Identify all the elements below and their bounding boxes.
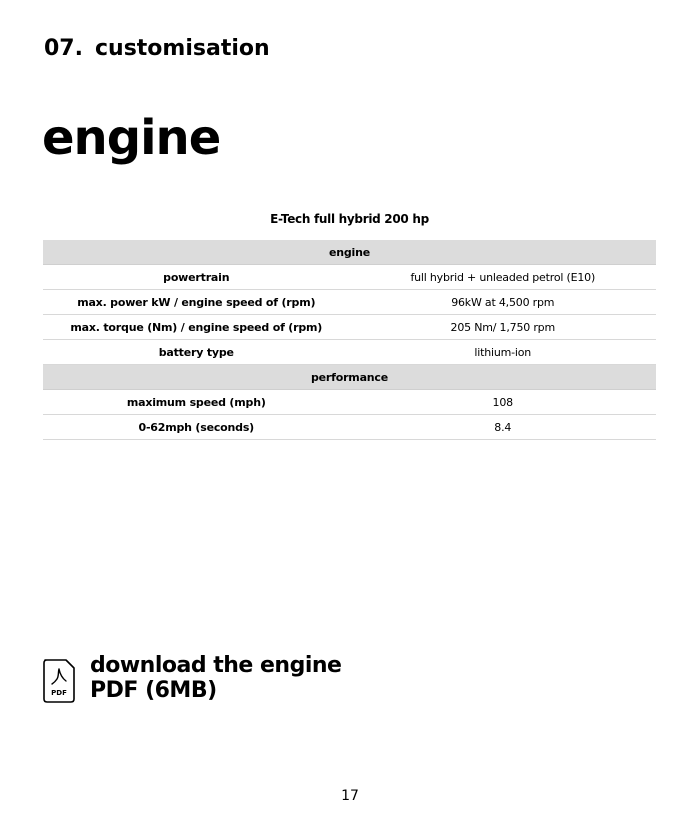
download-text — [90, 653, 341, 703]
row-label: max. torque (Nm) / engine speed of (rpm) — [43, 315, 350, 340]
row-value: 96kW at 4,500 rpm — [350, 290, 657, 315]
table-group-header — [43, 240, 656, 265]
download-line-2: PDF (6MB) — [90, 678, 217, 703]
spec-section — [43, 210, 656, 440]
section-heading — [44, 36, 270, 61]
spec-table — [43, 240, 656, 440]
row-value: 8.4 — [350, 415, 657, 440]
table-row — [43, 315, 656, 340]
group-title-engine: engine — [43, 240, 656, 265]
section-number: 07. — [44, 36, 83, 61]
table-row — [43, 265, 656, 290]
row-label: battery type — [43, 340, 350, 365]
download-line-1: download the engine — [90, 653, 342, 678]
table-row — [43, 390, 656, 415]
page-number: 17 — [341, 788, 359, 804]
row-label: max. power kW / engine speed of (rpm) — [43, 290, 350, 315]
row-label: powertrain — [43, 265, 350, 290]
section-title: customisation — [94, 36, 270, 61]
row-label: maximum speed (mph) — [43, 390, 350, 415]
spec-table-caption: E-Tech full hybrid 200 hp — [270, 212, 429, 226]
table-row — [43, 340, 656, 365]
pdf-icon-label: PDF — [51, 689, 67, 697]
group-title-performance: performance — [43, 365, 656, 390]
row-value: 205 Nm/ 1,750 rpm — [350, 315, 657, 340]
row-value: lithium-ion — [350, 340, 657, 365]
table-group-header — [43, 365, 656, 390]
pdf-icon — [43, 659, 75, 703]
row-label: 0-62mph (seconds) — [43, 415, 350, 440]
row-value: 108 — [350, 390, 657, 415]
download-pdf-link[interactable] — [43, 653, 341, 703]
page-title: engine — [42, 110, 221, 166]
table-row — [43, 415, 656, 440]
row-value: full hybrid + unleaded petrol (E10) — [350, 265, 657, 290]
table-row — [43, 290, 656, 315]
